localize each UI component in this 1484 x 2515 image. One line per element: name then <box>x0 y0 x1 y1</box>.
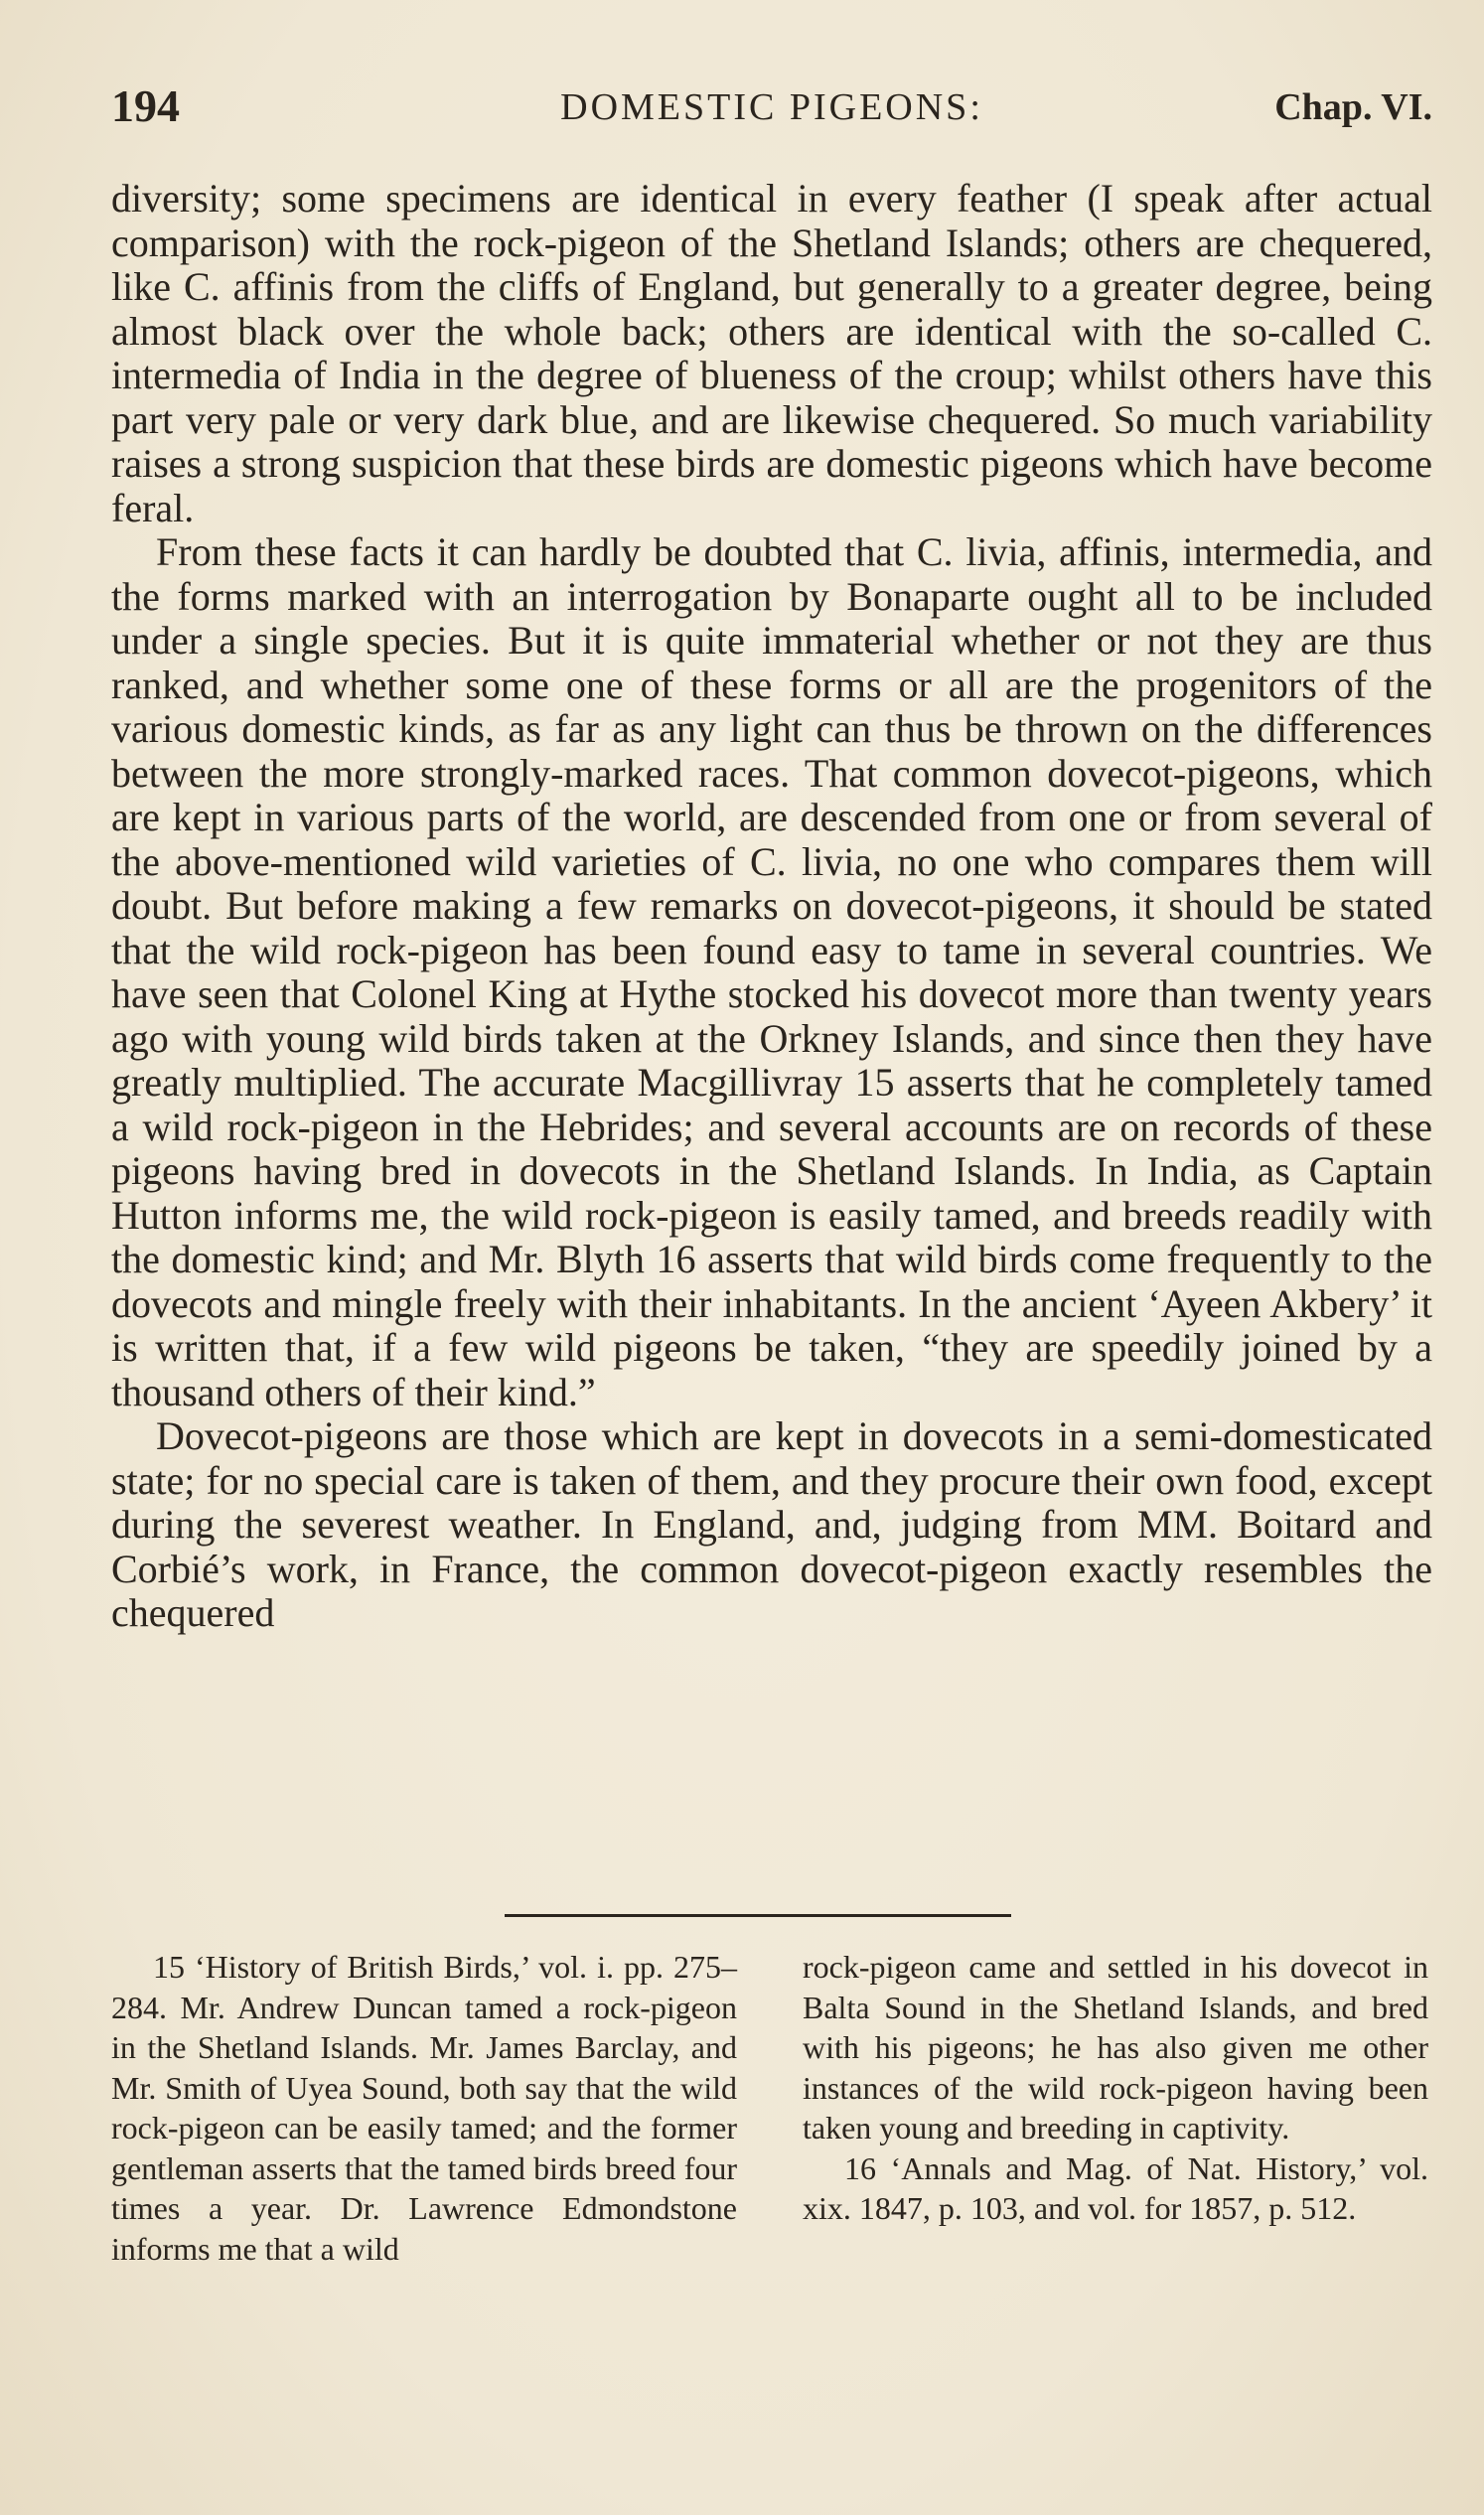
running-header <box>111 79 1432 139</box>
running-title: DOMESTIC PIGEONS: <box>560 86 983 128</box>
footnote-15-part-1: 15 ‘History of British Birds,’ vol. i. pp. 275–284. Mr. Andrew Duncan tamed a rock-pigeon in the Shetland Islands. Mr. James Barclay, and Mr. Smith of Uyea Sound, both say that the wild rock-pigeon can be easily tamed; and the former gentleman asserts that the tamed birds breed four times a year. Dr. Lawrence Edmondstone informs me that a wild <box>111 1949 737 2267</box>
footnote-16: 16 ‘Annals and Mag. of Nat. History,’ vol. xix. 1847, p. 103, and vol. for 1857, p. 512. <box>803 2149 1428 2226</box>
paragraph-1: diversity; some specimens are identical in every feather (I speak after actual comparison) with the rock-pigeon of the Shetland Islands; others are chequered, like C. affinis from the cliffs of England, but generally to a greater degree, being almost black over the whole back; others are identical with the so-called C. intermedia of India in the degree of blueness of the croup; whilst others have this part very pale or very dark blue, and are likewise chequered. So much variability raises a strong suspicion that these birds are domestic pigeons which have become feral. <box>111 176 1432 530</box>
footnote-15-part-2: rock-pigeon came and settled in his dovecot in Balta Sound in the Shetland Islands, and bred with his pigeons; he has also given me other instances of the wild rock-pigeon having been taken young and breeding in captivity. <box>803 1949 1428 2145</box>
paragraph-2: From these facts it can hardly be doubted that C. livia, affinis, intermedia, and the forms marked with an interrogation by Bonaparte ought all to be included under a single species. But it is quite immaterial whether or not they are thus ranked, and whether some one of these forms or all are the progenitors of the various domestic kinds, as far as any light can thus be thrown on the differences between the more strongly-marked races. That common dovecot-pigeons, which are kept in various parts of the world, are descended from one or from several of the above-mentioned wild varieties of C. livia, no one who compares them will doubt. But before making a few remarks on dovecot-pigeons, it should be stated that the wild rock-pigeon has been found easy to tame in several countries. We have seen that Colonel King at Hythe stocked his dovecot more than twenty years ago with young wild birds taken at the Orkney Islands, and since then they have greatly multiplied. The accurate Macgillivray 15 asserts that he completely tamed a wild rock-pigeon in the Hebrides; and several accounts are on records of these pigeons having bred in dovecots in the Shetland Islands. In India, as Captain Hutton informs me, the wild rock-pigeon is easily tamed, and breeds readily with the domestic kind; and Mr. Blyth 16 asserts that wild birds come frequently to the dovecots and mingle freely with their inhabitants. In the ancient ‘Ayeen Akbery’ it is written that, if a few wild pigeons be taken, “they are speedily joined by a thousand others of their kind.” <box>111 529 1432 1414</box>
page-number: 194 <box>111 80 180 131</box>
paragraph-3: Dovecot-pigeons are those which are kept in dovecots in a semi-domesticated state; for no special care is taken of them, and they procure their own food, except during the severest weather. In England, and, judging from MM. Boitard and Corbié’s work, in France, the common dovecot-pigeon exactly resembles the chequered <box>111 1413 1432 1635</box>
footnotes-left-column <box>111 1947 737 2269</box>
footnotes-right-column <box>803 1947 1428 2229</box>
footnote-divider <box>505 1914 1011 1917</box>
main-text <box>111 177 1432 1636</box>
chapter-label: Chap. VI. <box>1274 86 1432 128</box>
